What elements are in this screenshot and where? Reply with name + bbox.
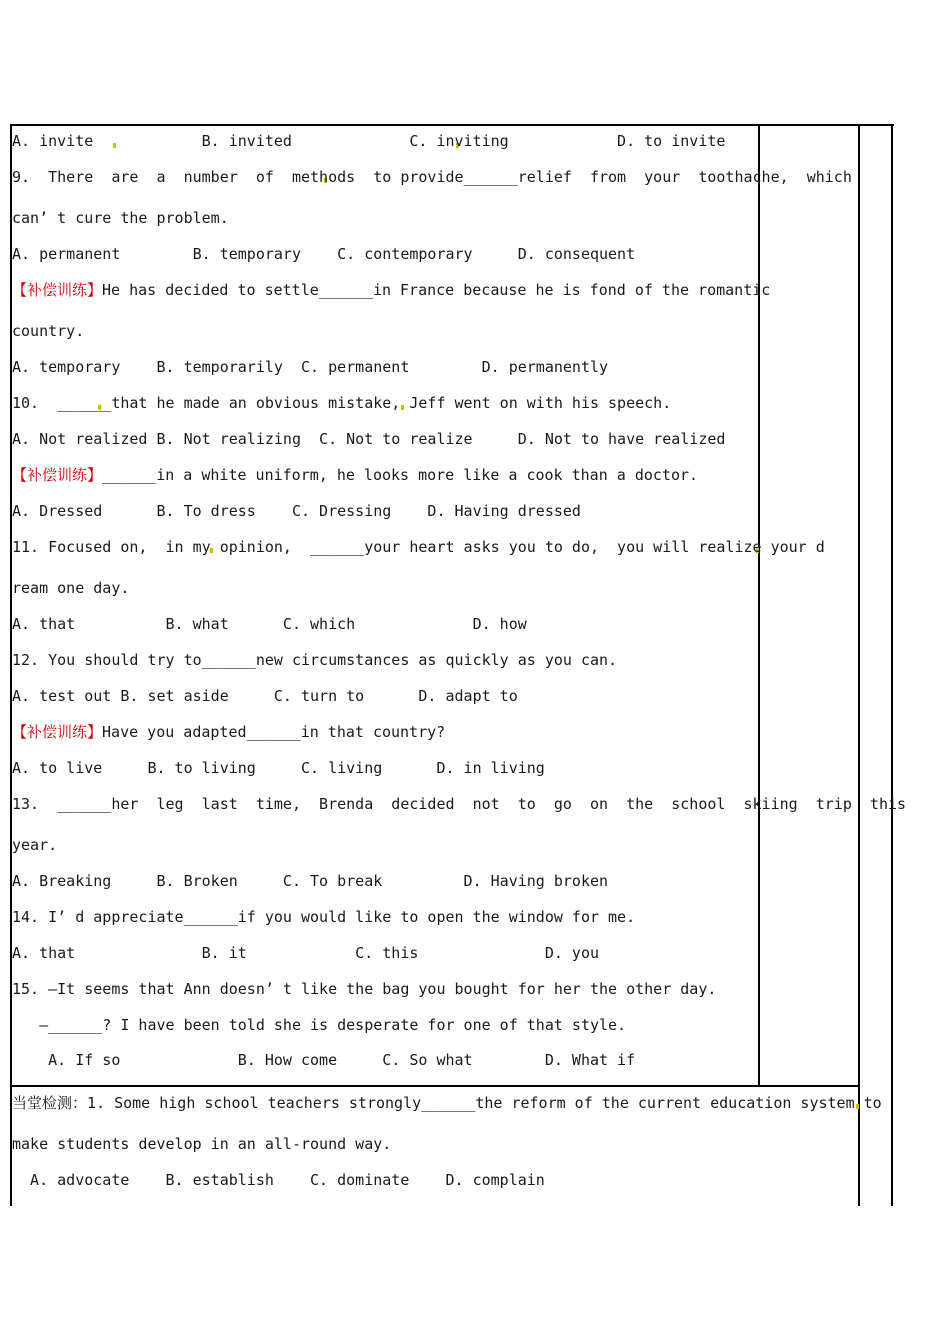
question-text: He has decided to settle______in France because he is fond of the romantic [102, 281, 771, 299]
question-line: 15. —It seems that Ann doesn’ t like the bag you bought for her the other day. [12, 980, 717, 998]
option-line: A. Not realized B. Not realizing C. Not to realize D. Not to have realized [12, 430, 726, 448]
option-line: A. to live B. to living C. living D. in living [12, 759, 545, 777]
column-divider-1 [758, 124, 760, 1086]
row-divider [10, 1085, 860, 1087]
compensation-line [12, 722, 445, 742]
compensation-tag: 【补偿训练】 [12, 466, 103, 484]
option-line: A. that B. what C. which D. how [12, 615, 527, 633]
test-question-line: make students develop in an all-round way. [12, 1135, 392, 1153]
compensation-line [12, 280, 770, 300]
column-divider-2 [858, 124, 860, 1206]
option-line: A. invite B. invited C. inviting D. to invite [12, 132, 726, 150]
question-line: country. [12, 322, 85, 340]
table-top-border [10, 124, 894, 126]
question-line: 9. There are a number of methods to provide______relief from your toothache, which [12, 168, 852, 186]
test-question-line: 当堂检测：1. Some high school teachers strongly______the reform of the current education system to [12, 1094, 882, 1112]
question-line: 12. You should try to______new circumstances as quickly as you can. [12, 651, 618, 669]
option-line: A. test out B. set aside C. turn to D. adapt to [12, 687, 518, 705]
option-line: A. advocate B. establish C. dominate D. complain [12, 1171, 545, 1189]
option-line: A. that B. it C. this D. you [12, 944, 599, 962]
option-line: A. If so B. How come C. So what D. What if [12, 1051, 636, 1069]
option-line: A. permanent B. temporary C. contemporary D. consequent [12, 245, 636, 263]
question-line: ream one day. [12, 579, 130, 597]
compensation-tag: 【补偿训练】 [12, 281, 103, 299]
question-line: 10. ______that he made an obvious mistake, Jeff went on with his speech. [12, 394, 672, 412]
question-line: 11. Focused on, in my opinion, ______your heart asks you to do, you will realize your d [12, 538, 825, 556]
question-line: year. [12, 836, 58, 854]
question-line: 14. I’ d appreciate______if you would like to open the window for me. [12, 908, 636, 926]
question-line: can’ t cure the problem. [12, 209, 229, 227]
option-line: A. Breaking B. Broken C. To break D. Having broken [12, 872, 609, 890]
compensation-line [12, 465, 698, 485]
question-line: 13. ______her leg last time, Brenda decided not to go on the school skiing trip this [12, 795, 907, 813]
table-right-border [891, 124, 893, 1206]
question-text: ______in a white uniform, he looks more like a cook than a doctor. [102, 466, 699, 484]
option-line: A. temporary B. temporarily C. permanent D. permanently [12, 358, 609, 376]
compensation-tag: 【补偿训练】 [12, 723, 103, 741]
question-line: —______? I have been told she is desperate for one of that style. [12, 1016, 627, 1034]
question-text: Have you adapted______in that country? [102, 723, 446, 741]
option-line: A. Dressed B. To dress C. Dressing D. Having dressed [12, 502, 581, 520]
